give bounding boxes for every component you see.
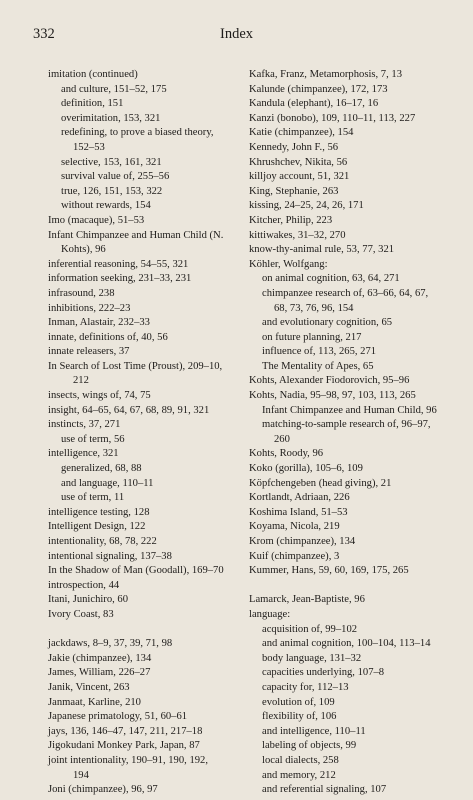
- index-entry: Koyama, Nicola, 219: [249, 521, 340, 533]
- index-subentry: and evolutionary cognition, 65: [262, 317, 393, 329]
- index-entry: Ivory Coast, 83: [48, 608, 114, 620]
- index-entry: language:: [249, 608, 291, 620]
- running-title: Index: [219, 26, 253, 42]
- index-subentry: and referential signaling, 107: [262, 784, 387, 796]
- index-subentry: without rewards, 154: [61, 200, 151, 212]
- index-entry: Köhler, Wolfgang:: [249, 258, 328, 270]
- index-subentry: influence of, 113, 265, 271: [262, 346, 377, 358]
- index-subentry: on animal cognition, 63, 64, 271: [262, 273, 400, 285]
- index-subentry: generalized, 68, 88: [61, 463, 142, 475]
- index-subentry: 152–53: [73, 141, 105, 153]
- index-subentry: Infant Chimpanzee and Human Child, 96: [262, 404, 437, 416]
- index-column-left: [48, 68, 248, 798]
- index-entry: Joni (chimpanzee), 96, 97: [48, 784, 158, 796]
- index-subentry: survival value of, 255–56: [61, 171, 170, 183]
- index-subentry: and language, 110–11: [61, 477, 154, 489]
- index-subentry: body language, 131–32: [262, 652, 362, 664]
- index-entry: insight, 64–65, 64, 67, 68, 89, 91, 321: [48, 404, 210, 416]
- index-subentry: local dialects, 258: [262, 754, 339, 766]
- index-entry: In the Shadow of Man (Goodall), 169–70: [48, 565, 224, 577]
- index-entry: Infant Chimpanzee and Human Child (N.: [48, 229, 224, 241]
- index-entry: Kanzi (bonobo), 109, 110–11, 113, 227: [249, 112, 416, 124]
- index-entry: killjoy account, 51, 321: [249, 171, 350, 183]
- index-entry: jackdaws, 8–9, 37, 39, 71, 98: [48, 638, 173, 650]
- index-entry: inhibitions, 222–23: [48, 302, 131, 314]
- index-subentry: capacities underlying, 107–8: [262, 667, 385, 679]
- index-entry: intentional signaling, 137–38: [48, 550, 172, 562]
- index-subentry: Kohts), 96: [61, 244, 106, 256]
- index-entry: Itani, Junichiro, 60: [48, 594, 129, 606]
- index-subentry: on future planning, 217: [262, 331, 362, 343]
- index-entry: James, William, 226–27: [48, 667, 151, 679]
- index-entry: Kennedy, John F., 56: [249, 141, 339, 153]
- index-subentry: capacity for, 112–13: [262, 681, 349, 693]
- index-entry: Kuif (chimpanzee), 3: [249, 550, 340, 562]
- index-entry: inferential reasoning, 54–55, 321: [48, 258, 189, 270]
- index-entry: Kandula (elephant), 16–17, 16: [249, 98, 379, 110]
- index-subentry: labeling of objects, 99: [262, 740, 357, 752]
- index-entry: intentionality, 68, 78, 222: [48, 536, 157, 547]
- section-gap: [249, 579, 449, 594]
- index-entry: Janik, Vincent, 263: [48, 681, 130, 693]
- index-subentry: evolution of, 109: [262, 696, 335, 708]
- index-entry: Jakie (chimpanzee), 134: [48, 652, 152, 664]
- index-entry: In Search of Lost Time (Proust), 209–10,: [48, 360, 223, 372]
- index-entry: Kortlandt, Adriaan, 226: [249, 492, 350, 504]
- index-entry: instincts, 37, 271: [48, 419, 121, 431]
- index-entry: intelligence testing, 128: [48, 506, 150, 518]
- index-entry: Kohts, Nadia, 95–98, 97, 103, 113, 265: [249, 390, 416, 402]
- index-subentry: and intelligence, 110–11: [262, 725, 366, 737]
- index-entry: introspection, 44: [48, 579, 120, 591]
- index-entry: Kalunde (chimpanzee), 172, 173: [249, 83, 388, 95]
- index-entry: Jigokudani Monkey Park, Japan, 87: [48, 740, 200, 752]
- index-subentry: definition, 151: [61, 98, 124, 110]
- index-subentry: redefining, to prove a biased theory,: [61, 127, 214, 139]
- index-entry: insects, wings of, 74, 75: [48, 390, 151, 402]
- index-subentry: use of term, 11: [61, 492, 125, 504]
- index-subentry: 68, 73, 76, 96, 154: [274, 302, 354, 314]
- index-entry: imitation (continued): [48, 69, 138, 80]
- index-entry: Japanese primatology, 51, 60–61: [48, 711, 188, 723]
- index-entry: Lamarck, Jean-Baptiste, 96: [249, 594, 365, 606]
- index-subentry: and culture, 151–52, 175: [61, 83, 167, 95]
- index-entry: jays, 136, 146–47, 147, 211, 217–18: [48, 725, 203, 737]
- index-subentry: The Mentality of Apes, 65: [262, 360, 374, 372]
- page-number: 332: [33, 26, 55, 42]
- index-entry: innate, definitions of, 40, 56: [48, 331, 168, 343]
- index-subentry: and animal cognition, 100–104, 113–14: [262, 638, 431, 650]
- index-entry: Krom (chimpanzee), 134: [249, 536, 356, 547]
- index-entry: Kafka, Franz, Metamorphosis, 7, 13: [249, 69, 402, 80]
- index-entry: know-thy-animal rule, 53, 77, 321: [249, 244, 395, 256]
- index-entry: Imo (macaque), 51–53: [48, 214, 145, 226]
- index-entry: kittiwakes, 31–32, 270: [249, 229, 346, 241]
- page-header: [0, 26, 473, 46]
- index-entry: Khrushchev, Nikita, 56: [249, 156, 348, 168]
- index-entry: Inman, Alastair, 232–33: [48, 317, 150, 329]
- index-subentry: acquisition of, 99–102: [262, 623, 358, 635]
- index-entry: innate releasers, 37: [48, 346, 130, 358]
- section-gap: [48, 623, 248, 638]
- index-entry: intelligence, 321: [48, 448, 119, 460]
- index-subentry: chimpanzee research of, 63–66, 64, 67,: [262, 287, 429, 299]
- index-subentry: overimitation, 153, 321: [61, 112, 161, 124]
- index-entry: kissing, 24–25, 24, 26, 171: [249, 200, 364, 212]
- index-subentry: flexibility of, 106: [262, 711, 337, 723]
- index-entry: King, Stephanie, 263: [249, 185, 339, 197]
- index-entry: infrasound, 238: [48, 287, 115, 299]
- index-subentry: use of term, 56: [61, 433, 125, 445]
- index-subentry: 212: [73, 375, 89, 387]
- index-entry: Kitcher, Philip, 223: [249, 214, 333, 226]
- index-entry: Koshima Island, 51–53: [249, 506, 348, 518]
- index-entry: information seeking, 231–33, 231: [48, 273, 192, 285]
- index-subentry: selective, 153, 161, 321: [61, 156, 162, 168]
- index-entry: Katie (chimpanzee), 154: [249, 127, 354, 139]
- index-subentry: 194: [73, 769, 89, 781]
- index-entry: Köpfchengeben (head giving), 21: [249, 477, 392, 489]
- index-entry: Kohts, Roody, 96: [249, 448, 324, 460]
- index-entry: Intelligent Design, 122: [48, 521, 146, 533]
- index-entry: Janmaat, Karline, 210: [48, 696, 141, 708]
- index-subentry: matching-to-sample research of, 96–97,: [262, 419, 431, 431]
- index-entry: Koko (gorilla), 105–6, 109: [249, 463, 363, 475]
- index-entry: Kummer, Hans, 59, 60, 169, 175, 265: [249, 565, 409, 577]
- index-subentry: 260: [274, 433, 290, 445]
- index-entry: Kohts, Alexander Fiodorovich, 95–96: [249, 375, 410, 387]
- index-subentry: and memory, 212: [262, 769, 336, 781]
- index-entry: joint intentionality, 190–91, 190, 192,: [48, 754, 208, 766]
- index-column-right: [249, 68, 449, 798]
- index-subentry: true, 126, 151, 153, 322: [61, 185, 163, 197]
